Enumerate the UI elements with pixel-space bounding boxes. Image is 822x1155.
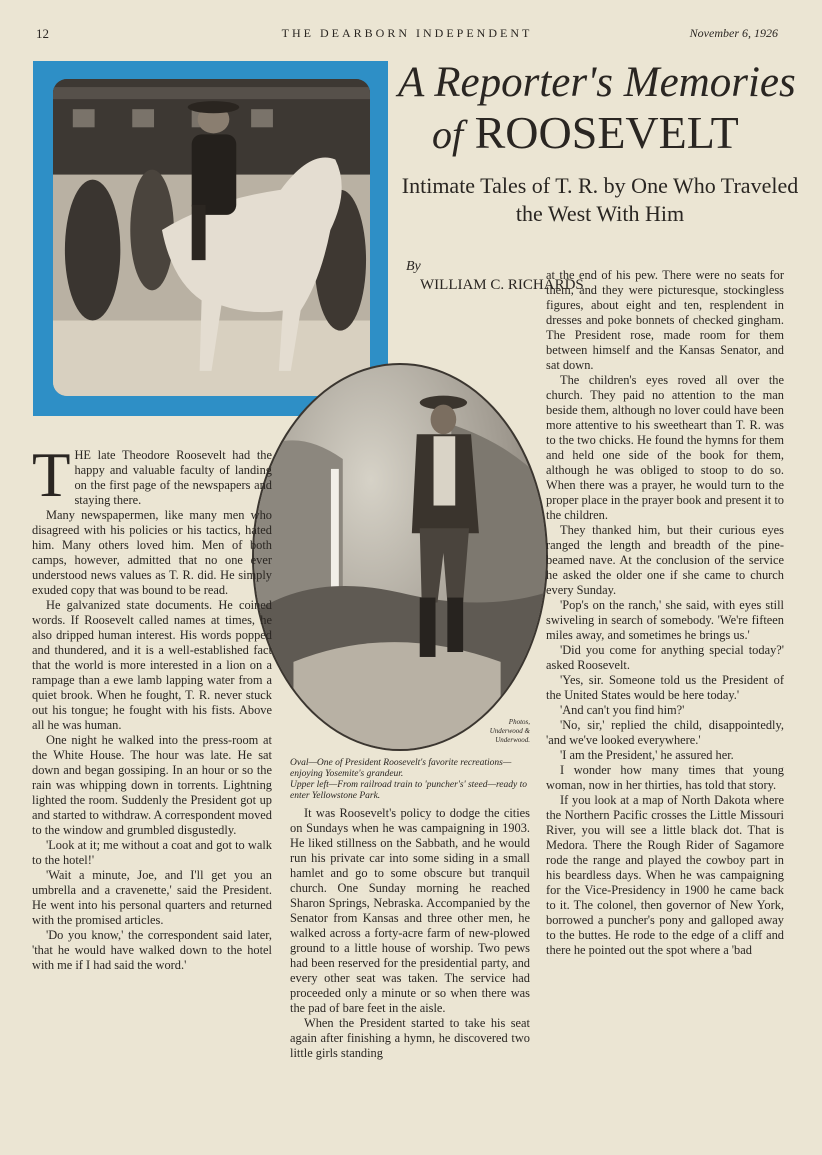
publication-name: THE DEARBORN INDEPENDENT: [281, 26, 533, 40]
article-title-line2: [432, 108, 739, 160]
byline-by: By: [406, 259, 421, 274]
page-header: [36, 26, 778, 44]
paragraph: 'And can't you find him?': [560, 703, 685, 717]
paragraph: 'No, sir,' replied the child, disappointedly, 'and we've looked everywhere.': [546, 718, 784, 747]
title-of: of: [432, 112, 464, 157]
paragraph: Many newspapermen, like many men who disagreed with his policies or his tactics, hated him. Many others loved him. Men of both camps, however, admitted that no one ever understood news values as T. R. did. He simply exuded copy that was bound to be read.: [32, 508, 272, 597]
paragraph: 'Pop's on the ranch,' she said, with eyes still swiveling in search of somebody. 'We're fifteen miles away, and sometimes he brings us.': [546, 598, 784, 642]
author-name: WILLIAM C. RICHARDS: [420, 277, 584, 293]
article-title-line1: A Reporter's Memories: [398, 59, 796, 106]
title-roosevelt: ROOSEVELT: [474, 107, 739, 158]
photo-caption: [290, 758, 530, 802]
paragraph: 'I am the President,' he assured her.: [560, 748, 734, 762]
paragraph: 'Did you come for anything special today?' asked Roosevelt.: [546, 643, 784, 672]
issue-date: November 6, 1926: [689, 26, 778, 40]
horse-photo-illustration: [53, 79, 370, 396]
paragraph: I wonder how many times that young woman, now in her thirties, has told that story.: [546, 763, 784, 792]
article-column-2: [290, 806, 530, 1061]
caption-oval: Oval—One of President Roosevelt's favorite recreations—enjoying Yosemite's grandeur.: [290, 758, 512, 779]
paragraph: It was Roosevelt's policy to dodge the cities on Sundays when he was campaigning in 1903. He liked stillness on the Sabbath, and he would run his private car into some siding in a small hamlet and go to some obscure but tranquil church. One Sunday morning he reached Sharon Springs, Nebraska. Accompanied by the Senator from Kansas and three other men, he walked across a forty-acre farm of new-plowed ground to a little house of worship. Two pews had been reserved for the presidential party, and every other seat was taken. The service had proceeded only a minute or so when there was the pad of bare feet in the aisle.: [290, 806, 530, 1015]
photo-credit: Photos, Underwood & Underwood.: [489, 718, 530, 744]
article-subtitle: Intimate Tales of T. R. by One Who Traveled the West With Him: [401, 173, 799, 226]
paragraph: He galvanized state documents. He coined words. If Roosevelt called names at times, he also dripped human interest. His words popped and thundered, and it is a well-established fact that the world is more interested in a lion on a rampage than a ewe lamb lapping water from a quiet brook. When he fought, T. R. never stuck out his tongue; he fought with his fists. Above all he was human.: [32, 598, 272, 732]
paragraph: The children's eyes roved all over the church. They paid no attention to the man beside them, although no lover could have been more attentive to his sweetheart than T. R. was to the two chicks. He found the hymns for them and held one side of the book for them, although he was obliged to stoop to do so. When there was a prayer, he would turn to the proper place in the prayer book and present it to the children.: [546, 373, 784, 522]
paragraph: 'Look at it; me without a coat and got to walk to the hotel!': [32, 838, 272, 867]
drop-cap: T: [32, 440, 71, 510]
paragraph: 'Yes, sir. Someone told us the President of the United States would be here today.': [546, 673, 784, 702]
paragraph-intro: THE late Theodore Roosevelt had the happy and valuable faculty of landing on the first page of the newspapers and staying there.: [32, 440, 272, 510]
paragraph: They thanked him, but their curious eyes ranged the length and breadth of the pine-beamed nave. At the conclusion of the service he asked the older one if she came to church every Sunday.: [546, 523, 784, 597]
paragraph: at the end of his pew. There were no seats for them, and they were picturesque, stockingless figures, about eight and ten, resplendent in dresses and poke bonnets of checked gingham. The President rose, made room for them between himself and the Kansas Senator, and sat down.: [546, 268, 784, 372]
paragraph: 'Do you know,' the correspondent said later, 'that he would have walked down to the hotel with me if I had said the word.': [32, 928, 272, 972]
paragraph: If you look at a map of North Dakota where the Northern Pacific crosses the Little Missouri River, you will see a little black dot. That is Medora. There the Rough Rider of Sagamore rode the range and played the cowboy part in his beardless days. When he was campaigning for the Vice-Presidency in 1900 he came back to it. The colonel, then governor of New York, borrowed a puncher's pony and galloped away to the buttes. He rode to the edge of a cliff and there he pointed out the spot where a 'bad: [546, 793, 784, 957]
photo-roosevelt-yosemite-oval: [252, 363, 548, 751]
article-column-3: [546, 268, 784, 958]
yosemite-photo-illustration: [254, 365, 546, 749]
photo-roosevelt-on-horse: [33, 61, 388, 416]
article-column-1: [32, 440, 272, 973]
caption-upper-left: Upper left—From railroad train to 'puncher's' steed—ready to enter Yellowstone Park.: [290, 780, 527, 801]
paragraph: 'Wait a minute, Joe, and I'll get you an umbrella and a cravenette,' said the President. He went into his personal quarters and returned with the promised articles.: [32, 868, 272, 927]
page-number: 12: [36, 26, 49, 41]
paragraph: One night he walked into the press-room at the White House. The hour was late. He sat down and began gossiping. In an hour or so the rain was whipping down in torrents. Lightning lighted the room. Suddenly the President got up and started to withdraw. A correspondent moved to the window and grumbled disgustedly.: [32, 733, 272, 837]
paragraph: When the President started to take his seat again after finishing a hymn, he discovered two little girls standing: [290, 1016, 530, 1060]
